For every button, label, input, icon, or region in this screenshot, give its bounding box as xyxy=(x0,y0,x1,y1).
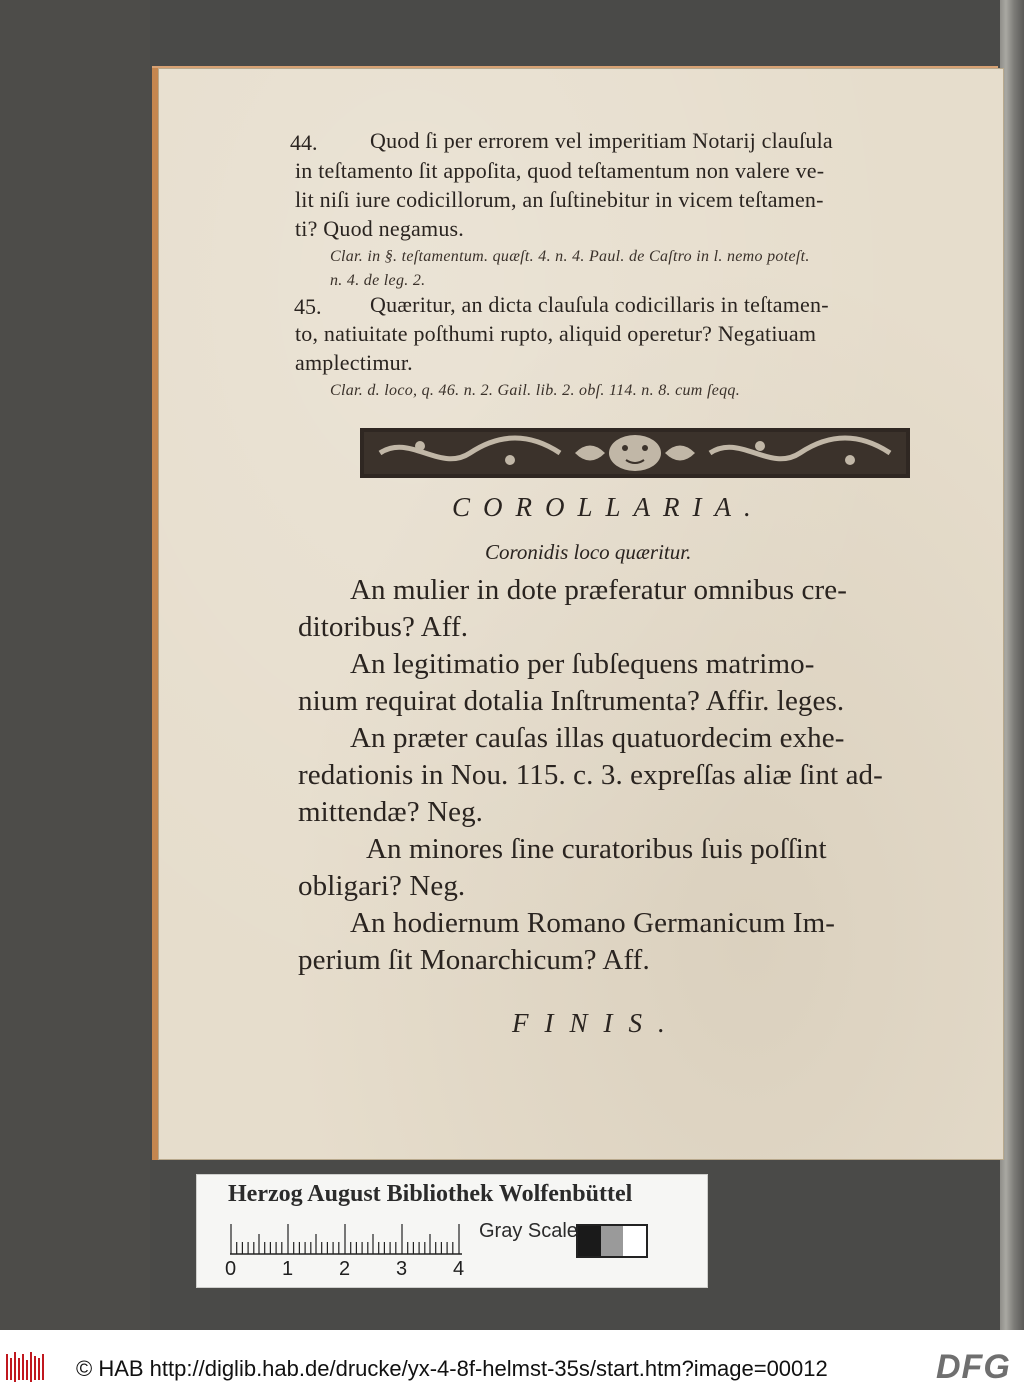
paragraph-number: 44. xyxy=(290,130,318,155)
measurement-ruler xyxy=(226,1218,466,1258)
paragraph-line: Quod ſi per errorem vel imperitiam Notarij clauſula xyxy=(370,128,833,153)
paragraph-number: 45. xyxy=(294,294,322,319)
finis-text: FINIS. xyxy=(512,1008,681,1038)
grayscale-swatch xyxy=(576,1224,648,1258)
paragraph-line: Quæritur, an dicta clauſula codicillaris in teſtamen- xyxy=(370,292,829,317)
ruler-label: 2 xyxy=(339,1258,351,1280)
section-subheading: Coronidis loco quæritur. xyxy=(485,540,692,564)
corollary-line: nium requirat dotalia Inſtrumenta? Affir. leges. xyxy=(298,685,845,717)
grayscale-black xyxy=(578,1226,601,1256)
corollary-line: An legitimatio per ſubſequens matrimo- xyxy=(350,648,815,680)
barcode-icon xyxy=(6,1352,48,1382)
corollary-line: An minores ſine curatoribus ſuis poſſint xyxy=(366,833,827,865)
copyright-url[interactable]: © HAB http://diglib.hab.de/drucke/yx-4-8f-helmst-35s/start.htm?image=00012 xyxy=(76,1356,828,1381)
ruler-label: 0 xyxy=(225,1258,237,1280)
corollary-line: An mulier in dote præferatur omnibus cre- xyxy=(350,574,847,606)
citation-line: Clar. in §. teſtamentum. quæſt. 4. n. 4. Paul. de Caſtro in l. nemo poteſt. xyxy=(330,248,810,265)
corollary-line: perium ſit Monarchicum? Aff. xyxy=(298,944,650,976)
ruler-label: 3 xyxy=(396,1258,408,1280)
scanner-backdrop xyxy=(0,0,150,1330)
library-name: Herzog August Bibliothek Wolfenbüttel xyxy=(228,1181,633,1207)
citation-line: Clar. d. loco, q. 46. n. 2. Gail. lib. 2. obſ. 114. n. 8. cum ſeqq. xyxy=(330,382,741,399)
corollary-line: mittendæ? Neg. xyxy=(298,796,484,828)
paragraph-line: ti? Quod negamus. xyxy=(295,216,464,241)
paragraph-line: to, natiuitate poſthumi rupto, aliquid operetur? Negatiuam xyxy=(295,321,817,346)
grayscale-white xyxy=(623,1226,646,1256)
paragraph-line: lit niſi iure codicillorum, an ſuſtinebitur in vicem teſtamen- xyxy=(295,187,824,212)
corollary-line: redationis in Nou. 115. c. 3. expreſſas aliæ ſint ad- xyxy=(298,759,883,791)
decorative-ornament-band xyxy=(360,428,910,478)
citation-line: n. 4. de leg. 2. xyxy=(330,272,426,289)
corollary-line: An præter cauſas illas quatuordecim exhe- xyxy=(350,722,845,754)
corollary-line: obligari? Neg. xyxy=(298,870,466,902)
ruler-label: 4 xyxy=(453,1258,465,1280)
corollary-line: An hodiernum Romano Germanicum Im- xyxy=(350,907,836,939)
book-page xyxy=(152,68,1004,1160)
grayscale-gray xyxy=(601,1226,624,1256)
corollary-line: ditoribus? Aff. xyxy=(298,611,469,643)
section-heading: COROLLARIA. xyxy=(452,492,764,522)
paragraph-line: in teſtamento ſit appoſita, quod teſtamentum non valere ve- xyxy=(295,158,825,183)
grayscale-label: Gray Scale xyxy=(479,1220,578,1242)
dfg-logo: DFG xyxy=(936,1348,1011,1386)
ruler-label: 1 xyxy=(282,1258,294,1280)
paragraph-line: amplectimur. xyxy=(295,350,413,375)
